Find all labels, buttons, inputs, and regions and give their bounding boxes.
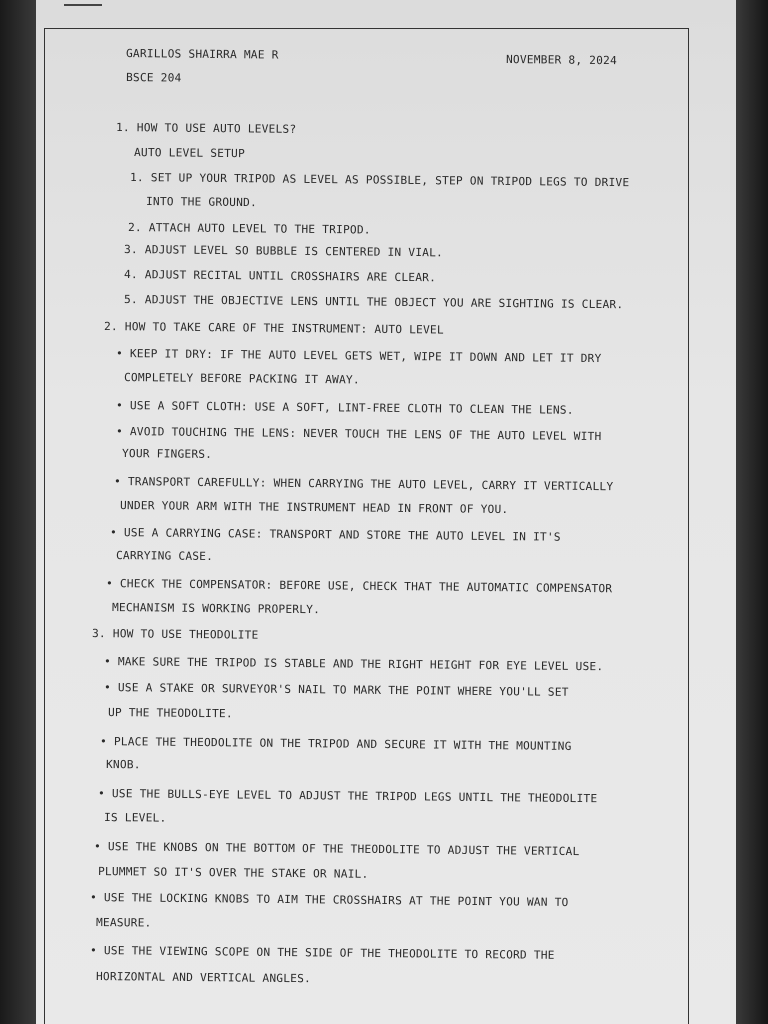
step-1-cont: INTO THE GROUND. bbox=[145, 195, 258, 210]
bullet-knobs-bottom: • USE THE KNOBS ON THE BOTTOM OF THE THEODOLITE TO ADJUST THE VERTICAL bbox=[93, 840, 580, 859]
heading-theodolite: 3. HOW TO USE THEODOLITE bbox=[91, 627, 259, 642]
background-right-edge bbox=[736, 0, 768, 1024]
bullet-transport-cont: UNDER YOUR ARM WITH THE INSTRUMENT HEAD IN FRONT OF YOU. bbox=[119, 499, 509, 517]
background-left-edge bbox=[0, 0, 36, 1024]
student-section: BSCE 204 bbox=[125, 71, 182, 85]
heading-care-instrument: 2. HOW TO TAKE CARE OF THE INSTRUMENT: AUTO LEVEL bbox=[103, 320, 444, 337]
bullet-stake: • USE A STAKE OR SURVEYOR'S NAIL TO MARK THE POINT WHERE YOU'LL SET bbox=[103, 681, 569, 699]
bullet-knobs-bottom-cont: PLUMMET SO IT'S OVER THE STAKE OR NAIL. bbox=[97, 865, 369, 881]
bullet-locking-knobs-cont: MEASURE. bbox=[95, 916, 152, 930]
step-2: 2. ATTACH AUTO LEVEL TO THE TRIPOD. bbox=[127, 221, 371, 237]
bullet-locking-knobs: • USE THE LOCKING KNOBS TO AIM THE CROSSHAIRS AT THE POINT YOU WAN TO bbox=[89, 891, 569, 910]
bullet-carrying-case-cont: CARRYING CASE. bbox=[115, 549, 214, 564]
bullet-carrying-case: • USE A CARRYING CASE: TRANSPORT AND STORE THE AUTO LEVEL IN IT'S bbox=[109, 526, 561, 544]
bullet-avoid-touching-cont: YOUR FINGERS. bbox=[121, 447, 213, 461]
bullet-bulls-eye: • USE THE BULLS-EYE LEVEL TO ADJUST THE TRIPOD LEGS UNTIL THE THEODOLITE bbox=[97, 787, 598, 806]
bullet-place-theodolite-cont: KNOB. bbox=[105, 758, 141, 772]
bullet-avoid-touching: • AVOID TOUCHING THE LENS: NEVER TOUCH THE LENS OF THE AUTO LEVEL WITH bbox=[115, 425, 602, 444]
bullet-keep-dry: • KEEP IT DRY: IF THE AUTO LEVEL GETS WET, WIPE IT DOWN AND LET IT DRY bbox=[115, 347, 602, 366]
bullet-keep-dry-cont: COMPLETELY BEFORE PACKING IT AWAY. bbox=[123, 371, 360, 387]
top-rule-mark bbox=[64, 4, 102, 6]
step-3: 3. ADJUST LEVEL SO BUBBLE IS CENTERED IN VIAL. bbox=[123, 243, 444, 260]
subheading-auto-level-setup: AUTO LEVEL SETUP bbox=[133, 146, 246, 161]
step-4: 4. ADJUST RECITAL UNTIL CROSSHAIRS ARE CLEAR. bbox=[123, 268, 437, 285]
step-1: 1. SET UP YOUR TRIPOD AS LEVEL AS POSSIBLE, STEP ON TRIPOD LEGS TO DRIVE bbox=[129, 171, 630, 190]
bullet-bulls-eye-cont: IS LEVEL. bbox=[103, 811, 167, 825]
date: NOVEMBER 8, 2024 bbox=[505, 53, 618, 68]
bullet-viewing-scope-cont: HORIZONTAL AND VERTICAL ANGLES. bbox=[95, 970, 312, 986]
bullet-tripod-stable: • MAKE SURE THE TRIPOD IS STABLE AND THE RIGHT HEIGHT FOR EYE LEVEL USE. bbox=[103, 655, 604, 674]
step-5: 5. ADJUST THE OBJECTIVE LENS UNTIL THE OBJECT YOU ARE SIGHTING IS CLEAR. bbox=[123, 293, 624, 312]
bullet-viewing-scope: • USE THE VIEWING SCOPE ON THE SIDE OF THE THEODOLITE TO RECORD THE bbox=[89, 944, 555, 962]
bullet-place-theodolite: • PLACE THE THEODOLITE ON THE TRIPOD AND SECURE IT WITH THE MOUNTING bbox=[99, 735, 572, 753]
student-name: GARILLOS SHAIRRA MAE R bbox=[125, 47, 279, 62]
bullet-stake-cont: UP THE THEODOLITE. bbox=[107, 706, 233, 721]
heading-auto-levels: 1. HOW TO USE AUTO LEVELS? bbox=[115, 121, 297, 136]
bullet-transport: • TRANSPORT CAREFULLY: WHEN CARRYING THE AUTO LEVEL, CARRY IT VERTICALLY bbox=[113, 475, 614, 494]
bullet-soft-cloth: • USE A SOFT CLOTH: USE A SOFT, LINT-FREE CLOTH TO CLEAN THE LENS. bbox=[115, 399, 574, 417]
bullet-compensator-cont: MECHANISM IS WORKING PROPERLY. bbox=[111, 601, 321, 617]
bullet-compensator: • CHECK THE COMPENSATOR: BEFORE USE, CHECK THAT THE AUTOMATIC COMPENSATOR bbox=[105, 577, 613, 596]
